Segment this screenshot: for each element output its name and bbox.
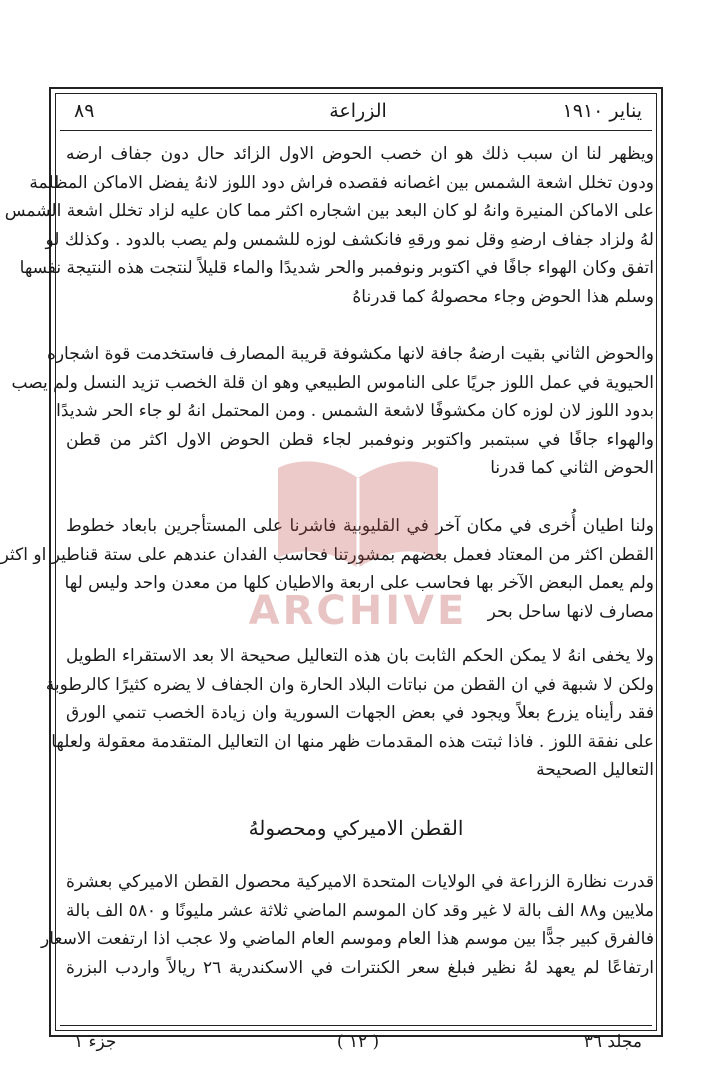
section-heading: القطن الاميركي ومحصولهُ bbox=[248, 816, 464, 840]
text-line: فقد رأيناه يزرع بعلاً ويجود في بعض الجهات السورية وان زيادة الخصب تنمي الورق bbox=[66, 703, 654, 724]
paragraph-4 bbox=[45, 642, 654, 785]
text-line: على نفقة اللوز . فاذا ثبتت هذه المقدمات ظهر منها ان التعاليل المتقدمة معقولة ولعلها bbox=[51, 731, 654, 752]
footer-rule bbox=[60, 1025, 652, 1026]
text-line: ويظهر لنا ان سبب ذلك هو ان خصب الحوض الاول الزائد حال دون جفاف ارضه bbox=[66, 144, 654, 164]
text-line: قدرت نظارة الزراعة في الولايات المتحدة الاميركية محصول القطن الاميركي بعشرة bbox=[66, 872, 654, 892]
text-line: والحوض الثاني بقيت ارضهُ جافة لانها مكشوفة قريبة المصارف فاستخدمت قوة اشجاره bbox=[46, 344, 654, 364]
running-header bbox=[74, 96, 642, 126]
watermark-text: ARCHIVE bbox=[248, 588, 468, 634]
header-rule bbox=[60, 130, 652, 131]
text-line: ارتفاعًا لم يعهد لهُ نظير فبلغ سعر الكنترات في الاسكندرية ٢٦ ريالاً واردب البزرة bbox=[66, 957, 654, 978]
text-line: الحيوية في عمل اللوز جريًا على الناموس الطبيعي وهو ان قلة الخصب تزيد النسل ولم يصب bbox=[11, 372, 654, 393]
text-line: بدود اللوز لان لوزه كان مكشوفًا لاشعة الشمس . ومن المحتمل انهُ لو جاء الحر شديدًا bbox=[56, 401, 654, 422]
text-line: اتفق وكان الهواء جافًا في اكتوبر ونوفمبر والحر شديدًا والماء قليلاً لنتجت هذه النتيجة نفسها bbox=[19, 258, 654, 279]
text-line: الحوض الثاني كما قدرنا bbox=[490, 458, 654, 479]
paragraph-5 bbox=[41, 868, 654, 982]
text-line: لهُ ولزاد جفاف ارضهِ وقل نمو ورقهِ فانكشف لوزه للشمس ولم يصب بالدود . وكذلك لو bbox=[45, 229, 654, 250]
text-line: فالفرق كبير جدًّا بين موسم هذا العام وموسم العام الماضي ولا عجب اذا ارتفعت الاسعار bbox=[41, 929, 654, 950]
text-line: ملايين و٨٨ الف بالة لا غير وقد كان الموسم الماضي ثلاثة عشر مليونًا و ٥٨٠ الف بالة bbox=[66, 900, 654, 921]
text-line: وسلم هذا الحوض وجاء محصولهُ كما قدرناهُ bbox=[352, 286, 654, 307]
text-line: ولكن لا شبهة في ان القطن من نباتات البلاد الحارة وان الجفاف لا يضره كثيرًا كالرطوبة bbox=[45, 674, 654, 695]
footer-volume: مجلد ٣٦ bbox=[583, 1032, 642, 1052]
text-line: على الاماكن المنيرة وانهُ لو كان البعد بين اشجاره اكثر مما كان عليه لزاد تخلل اشعة الشمس bbox=[4, 201, 654, 222]
header-page-number: ٨٩ bbox=[74, 100, 95, 122]
running-footer bbox=[74, 1028, 642, 1058]
text-line: ولم يعمل البعض الآخر بها فحاسب على اربعة والاطيان كلها من معدن واحد وليس لها bbox=[64, 573, 654, 594]
text-line: والهواء جافًا في سبتمبر واكتوبر ونوفمبر لجاء قطن الحوض الاول اكثر من قطن bbox=[66, 429, 654, 450]
text-line: القطن اكثر من المعتاد فعمل بعضهم بمشورتنا فحاسب الفدان عندهم على ستة قناطير او اكثر bbox=[0, 544, 654, 565]
text-line: التعاليل الصحيحة bbox=[536, 760, 654, 781]
header-journal-title: الزراعة bbox=[329, 100, 387, 122]
text-line: ودون تخلل اشعة الشمس بين اغصانه فقصده فراش دود اللوز لانهُ يفضل الاماكن المظلمة bbox=[29, 172, 654, 193]
text-line: ولا يخفى انهُ لا يمكن الحكم الثابت بان هذه التعاليل صحيحة الا بعد الاستقراء الطويل bbox=[66, 646, 654, 666]
footer-part: جزء ١ bbox=[74, 1032, 117, 1052]
header-date: يناير ١٩١٠ bbox=[562, 100, 642, 122]
paragraph-1 bbox=[4, 140, 654, 312]
text-line: ولنا اطيان أُخرى في مكان آخر في القليوبية فاشرنا على المستأجرين بابعاد خطوط bbox=[66, 516, 654, 536]
paragraph-2 bbox=[11, 340, 654, 483]
footer-issue-number: ( ١٢ ) bbox=[336, 1032, 380, 1052]
paragraph-3 bbox=[0, 512, 654, 626]
text-line: مصارف لانها ساحل بحر bbox=[487, 601, 654, 622]
